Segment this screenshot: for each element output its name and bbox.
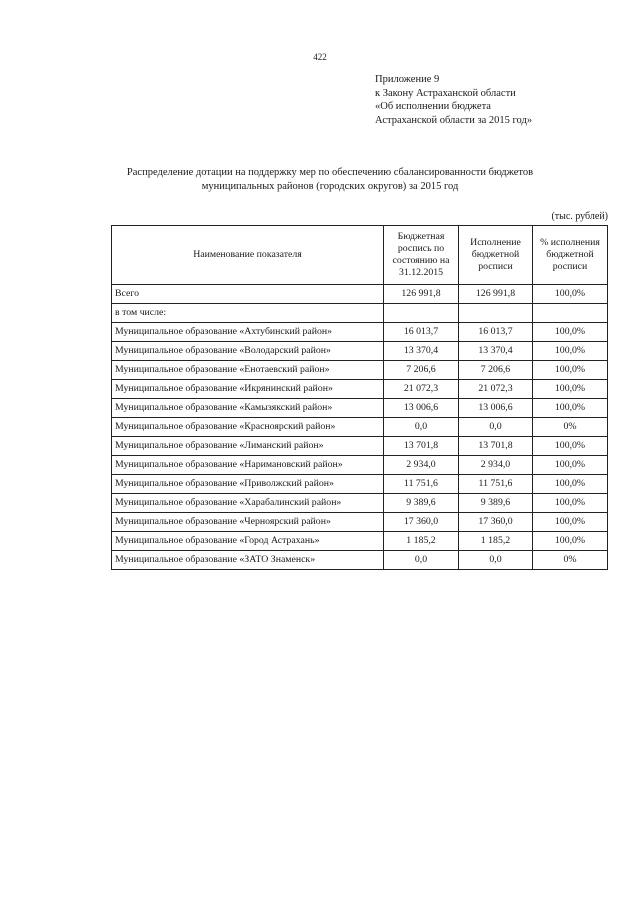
- appendix-block: [375, 73, 532, 127]
- row-name: Муниципальное образование «Город Астрахань»: [112, 532, 384, 551]
- row-percent: 100,0%: [533, 342, 608, 361]
- row-execution: 7 206,6: [459, 361, 533, 380]
- row-percent: 100,0%: [533, 475, 608, 494]
- row-percent: 100,0%: [533, 399, 608, 418]
- header-execution: Исполнение бюджетной росписи: [459, 226, 533, 285]
- row-execution: 9 389,6: [459, 494, 533, 513]
- row-percent: 100,0%: [533, 456, 608, 475]
- row-percent: 0%: [533, 551, 608, 570]
- total-percent: 100,0%: [533, 285, 608, 304]
- row-execution: 2 934,0: [459, 456, 533, 475]
- total-name: Всего: [112, 285, 384, 304]
- row-name: Муниципальное образование «Енотаевский район»: [112, 361, 384, 380]
- table-row: [112, 494, 608, 513]
- header-percent: % исполнения бюджетной росписи: [533, 226, 608, 285]
- row-name: Муниципальное образование «Камызякский район»: [112, 399, 384, 418]
- row-percent: 100,0%: [533, 323, 608, 342]
- row-execution: 11 751,6: [459, 475, 533, 494]
- row-execution: 1 185,2: [459, 532, 533, 551]
- row-percent: 100,0%: [533, 494, 608, 513]
- row-budget: 13 370,4: [384, 342, 459, 361]
- row-execution: 13 006,6: [459, 399, 533, 418]
- table-row: [112, 551, 608, 570]
- row-percent: 100,0%: [533, 380, 608, 399]
- table-row: [112, 323, 608, 342]
- table-row: [112, 475, 608, 494]
- table-row: [112, 532, 608, 551]
- row-percent: 100,0%: [533, 513, 608, 532]
- total-budget: 126 991,8: [384, 285, 459, 304]
- row-name: Муниципальное образование «Приволжский район»: [112, 475, 384, 494]
- row-budget: 17 360,0: [384, 513, 459, 532]
- title-line-1: Распределение дотации на поддержку мер по обеспечению сбалансированности бюджетов: [126, 167, 534, 178]
- total-execution: 126 991,8: [459, 285, 533, 304]
- row-budget: 0,0: [384, 418, 459, 437]
- row-percent: 100,0%: [533, 437, 608, 456]
- total-row: [112, 285, 608, 304]
- document-title: [100, 166, 560, 194]
- header-name: Наименование показателя: [112, 226, 384, 285]
- table-row: [112, 342, 608, 361]
- row-execution: 17 360,0: [459, 513, 533, 532]
- table-row: [112, 380, 608, 399]
- row-execution: 16 013,7: [459, 323, 533, 342]
- row-execution: 0,0: [459, 551, 533, 570]
- header-budget: Бюджетная роспись по состоянию на 31.12.2015: [384, 226, 459, 285]
- appendix-line-4: Астраханской области за 2015 год»: [375, 114, 533, 126]
- row-name: Муниципальное образование «Лиманский район»: [112, 437, 384, 456]
- row-percent: 100,0%: [533, 361, 608, 380]
- row-name: Муниципальное образование «Черноярский район»: [112, 513, 384, 532]
- row-name: Муниципальное образование «Ахтубинский район»: [112, 323, 384, 342]
- row-name: Муниципальное образование «ЗАТО Знаменск»: [112, 551, 384, 570]
- table-header-row: [112, 226, 608, 285]
- row-budget: 16 013,7: [384, 323, 459, 342]
- row-budget: 2 934,0: [384, 456, 459, 475]
- table-row: [112, 399, 608, 418]
- row-budget: 0,0: [384, 551, 459, 570]
- row-execution: 13 370,4: [459, 342, 533, 361]
- table-row: [112, 437, 608, 456]
- row-name: Муниципальное образование «Харабалинский район»: [112, 494, 384, 513]
- title-line-2: муниципальных районов (городских округов) за 2015 год: [201, 181, 459, 192]
- table-row: [112, 361, 608, 380]
- row-name: Муниципальное образование «Наримановский район»: [112, 456, 384, 475]
- row-execution: 13 701,8: [459, 437, 533, 456]
- row-execution: 21 072,3: [459, 380, 533, 399]
- table-row: [112, 456, 608, 475]
- including-label: в том числе:: [112, 304, 384, 323]
- table-row: [112, 513, 608, 532]
- subsidy-table: [111, 225, 608, 570]
- row-budget: 1 185,2: [384, 532, 459, 551]
- row-budget: 13 006,6: [384, 399, 459, 418]
- appendix-line-2: к Закону Астраханской области: [375, 87, 516, 99]
- row-name: Муниципальное образование «Икрянинский район»: [112, 380, 384, 399]
- row-execution: 0,0: [459, 418, 533, 437]
- including-row: [112, 304, 608, 323]
- row-budget: 21 072,3: [384, 380, 459, 399]
- row-name: Муниципальное образование «Володарский район»: [112, 342, 384, 361]
- appendix-line-1: Приложение 9: [375, 74, 440, 85]
- units-label: (тыс. рублей): [551, 211, 608, 222]
- row-budget: 9 389,6: [384, 494, 459, 513]
- table-row: [112, 418, 608, 437]
- row-name: Муниципальное образование «Красноярский район»: [112, 418, 384, 437]
- row-percent: 0%: [533, 418, 608, 437]
- row-percent: 100,0%: [533, 532, 608, 551]
- row-budget: 7 206,6: [384, 361, 459, 380]
- appendix-line-3: «Об исполнении бюджета: [375, 101, 491, 112]
- row-budget: 13 701,8: [384, 437, 459, 456]
- page-number: 422: [313, 52, 327, 62]
- row-budget: 11 751,6: [384, 475, 459, 494]
